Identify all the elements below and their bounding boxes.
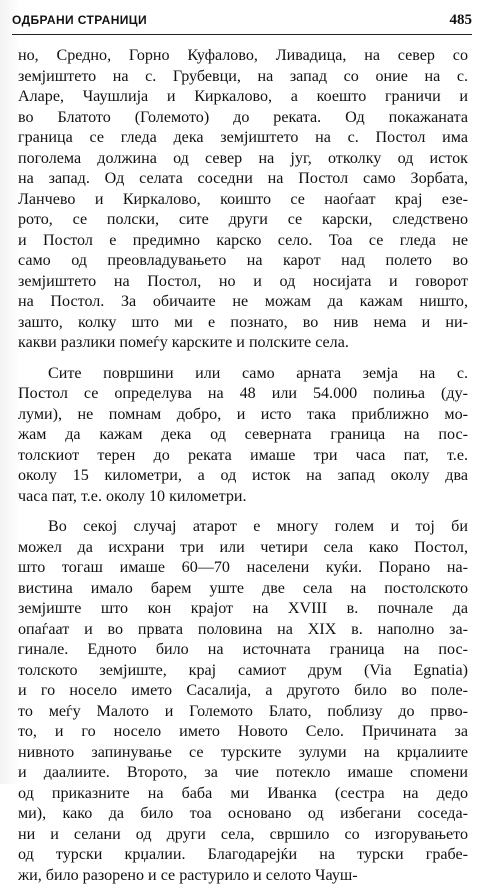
text-line: што тогаш имаше 60—70 населени куќи. Порано на- [18, 559, 468, 576]
text-line: гинале. Едното било на источната граница на пос- [18, 641, 468, 658]
text-line: луми), не помнам добро, и исто така приближно мо- [18, 405, 468, 423]
text-line: околу 15 километри, а од исток на запад околу два [18, 467, 468, 484]
text-line: толското земјиште, крај самиот друм (Via Egnatia) [18, 661, 468, 679]
text-line: то, и го носело името Новото Село. Причината за [18, 723, 468, 740]
text-line: часа пат, т.е. околу 10 километри. [18, 487, 247, 505]
text-line: Постол се определува на 48 или 54.000 полиња (ду- [18, 385, 468, 402]
text-line: и даалиите. Второто, за чие потекло имаше спомени [18, 764, 468, 781]
text-line: можел да исхрани три или четири села како Постол, [18, 538, 468, 556]
text-line: од приказните на баба ми Иванка (сестра на дедо [18, 784, 468, 802]
text-line: Ланчево и Киркалово, коишто се наоѓаат крај езе- [18, 190, 468, 208]
text-line: Аларе, Чаушлија и Киркалово, а коешто граничи и [18, 88, 468, 105]
text-line: какви разлики помеѓу карските и полските села. [18, 334, 349, 351]
paragraph [18, 364, 468, 508]
text-line: зашто, колку што ми е познато, во нив нема и ни- [18, 313, 468, 331]
text-line: земјиштето на с. Грубевци, на запад со оние на с. [18, 67, 468, 85]
text-line: жам да кажам дека од северната граница на пос- [18, 426, 468, 443]
text-line: Во секој случај атарот е многу голем и тој би [48, 518, 468, 535]
paragraph [18, 517, 468, 886]
text-line: толскиот терен до реката имаше три часа пат, т.е. [18, 446, 468, 464]
text-line: во Блатото (Големото) до реката. Од покажаната [18, 108, 468, 126]
text-line: но, Средно, Горно Куфалово, Ливадица, на север со [18, 47, 468, 64]
text-line: и Постол е предимно карско село. Тоа се гледа не [18, 231, 468, 249]
text-line: поголема должина од север на југ, отколку од исток [18, 149, 468, 167]
text-line: само од преовладувањето на карот над полето во [18, 252, 468, 269]
text-line: земјиште што кон крајот на XVIII в. почнале да [18, 600, 468, 617]
text-line: од турски крџалии. Благодарејќи на турски грабе- [18, 846, 468, 863]
text-line: земјиштето на Постол, но и од носијата и говорот [18, 272, 468, 290]
text-line: рото, се полски, сите други се карски, следствено [18, 211, 468, 228]
text-line: нивното запинување се турските зулуми на крџалиите [18, 743, 468, 761]
text-line: на запад. Од селата соседни на Постол само Зорбата, [18, 170, 468, 187]
paragraph [18, 46, 468, 354]
text-line: граница се гледа дека земјиштето на с. Постол има [18, 129, 468, 146]
text-line: ни и селани од други села, свршило со изгорувањето [18, 825, 468, 843]
text-line: на Постол. За обичаите не можам да кажам ништо, [18, 293, 468, 310]
page-body [18, 46, 468, 896]
page-header [12, 6, 472, 35]
text-line: ми), како да било тоа основано од избегани соседа- [18, 805, 468, 822]
text-line: Сите површини или само арната земја на с. [48, 364, 468, 382]
page-number: 485 [449, 11, 472, 28]
text-line: и го носело името Сасалија, а другото било во поле- [18, 682, 468, 699]
text-line: вистина имало барем уште две села на постолското [18, 579, 468, 597]
text-line: опаѓаат и во првата половина на XIX в. наполно за- [18, 620, 468, 638]
running-head: ОДБРАНИ СТРАНИЦИ [12, 13, 147, 27]
text-line: жи, било разорено и се растурило и селото Чауш- [18, 866, 358, 884]
text-line: то меѓу Малото и Големото Блато, поблизу до прво- [18, 702, 468, 720]
